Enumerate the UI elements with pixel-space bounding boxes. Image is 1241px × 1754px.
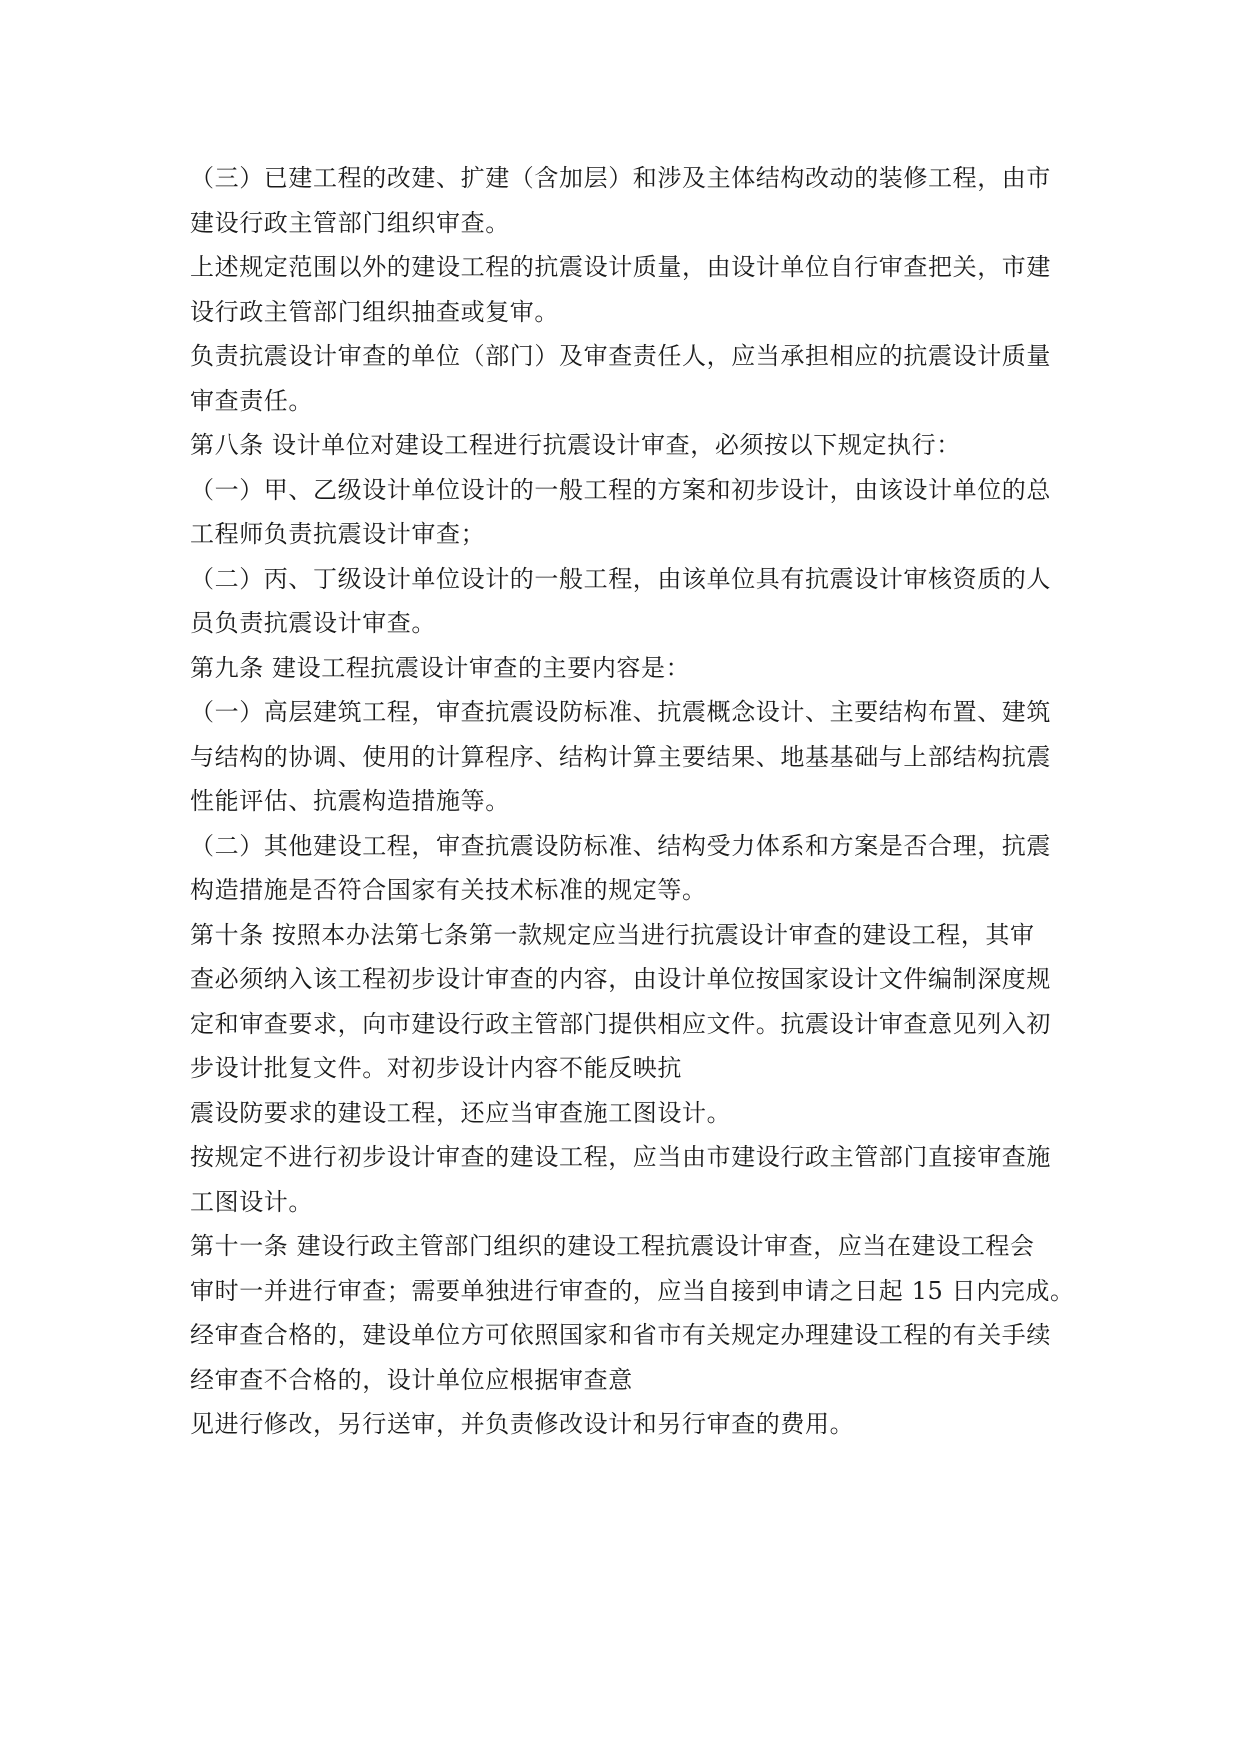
text-line: 经审查不合格的，设计单位应根据审查意: [190, 1365, 633, 1394]
text-line: 工程师负责抗震设计审查；: [190, 520, 486, 548]
text-line: 定和审查要求，向市建设行政主管部门提供相应文件。抗震设计审查意见列入初: [190, 1009, 1051, 1038]
document-body: [190, 156, 1075, 1447]
text-line: （一）甲、乙级设计单位设计的一般工程的方案和初步设计，由该设计单位的总: [190, 475, 1051, 504]
text-line: 设行政主管部门组织抽查或复审。: [190, 297, 559, 326]
text-line: 震设防要求的建设工程，还应当审查施工图设计。: [190, 1098, 732, 1127]
text-line: 第八条 设计单位对建设工程进行抗震设计审查，必须按以下规定执行：: [190, 431, 961, 459]
text-line: 性能评估、抗震构造措施等。: [190, 787, 510, 815]
text-line: 建设行政主管部门组织审查。: [190, 208, 510, 237]
text-line: 见进行修改，另行送审，并负责修改设计和另行审查的费用。: [190, 1410, 855, 1438]
text-line: 第十一条 建设行政主管部门组织的建设工程抗震设计审查，应当在建设工程会: [190, 1232, 1035, 1260]
text-line: （二）丙、丁级设计单位设计的一般工程，由该单位具有抗震设计审核资质的人: [190, 564, 1051, 593]
text-line: 步设计批复文件。对初步设计内容不能反映抗: [190, 1054, 682, 1082]
text-line: 员负责抗震设计审查。: [190, 609, 436, 637]
text-line: 按规定不进行初步设计审查的建设工程，应当由市建设行政主管部门直接审查施: [190, 1143, 1051, 1171]
text-line: 构造措施是否符合国家有关技术标准的规定等。: [190, 876, 707, 904]
text-line: 审时一并进行审查；需要单独进行审查的，应当自接到申请之日起 15 日内完成。: [190, 1276, 1075, 1305]
text-line: 与结构的协调、使用的计算程序、结构计算主要结果、地基基础与上部结构抗震: [190, 742, 1051, 771]
text-line: 上述规定范围以外的建设工程的抗震设计质量，由设计单位自行审查把关，市建: [190, 253, 1051, 281]
text-line: 第十条 按照本办法第七条第一款规定应当进行抗震设计审查的建设工程，其审: [190, 920, 1035, 949]
text-line: 审查责任。: [190, 386, 313, 415]
text-line: 查必须纳入该工程初步设计审查的内容，由设计单位按国家设计文件编制深度规: [190, 965, 1051, 993]
text-line: 第九条 建设工程抗震设计审查的主要内容是：: [190, 653, 691, 682]
text-line: 负责抗震设计审查的单位（部门）及审查责任人，应当承担相应的抗震设计质量: [190, 342, 1051, 370]
text-line: 工图设计。: [190, 1187, 313, 1216]
text-line: （一）高层建筑工程，审查抗震设防标准、抗震概念设计、主要结构布置、建筑: [190, 698, 1051, 726]
text-line: （三）已建工程的改建、扩建（含加层）和涉及主体结构改动的装修工程，由市: [190, 164, 1051, 192]
text-line: 经审查合格的，建设单位方可依照国家和省市有关规定办理建设工程的有关手续: [190, 1321, 1051, 1349]
text-line: （二）其他建设工程，审查抗震设防标准、结构受力体系和方案是否合理，抗震: [190, 831, 1051, 860]
